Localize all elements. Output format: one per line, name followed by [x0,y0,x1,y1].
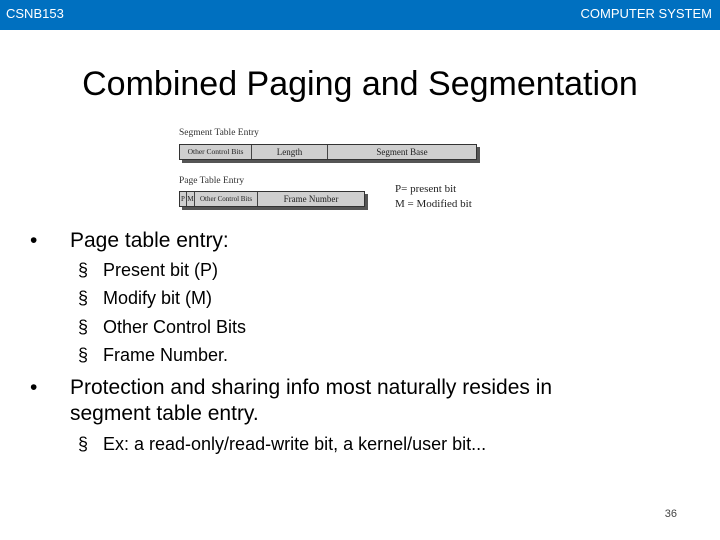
bullet-dot: • [30,376,38,399]
page-field-m: M [187,192,195,206]
segment-field-control-bits: Other Control Bits [180,145,252,159]
sub-bullet-text: Ex: a read-only/read-write bit, a kernel/user bit... [103,434,487,454]
sub-bullet-marker: § [78,317,89,337]
segment-entry-label: Segment Table Entry [179,128,259,138]
sub-bullet-marker: § [78,260,89,280]
header-bar [0,0,720,30]
slide-title: Combined Paging and Segmentation [82,65,638,103]
page-entry-diagram [179,191,365,207]
sub-bullet-marker: § [78,345,89,365]
sub-bullet-marker: § [78,288,89,308]
entry-format-figure [176,125,486,220]
page-field-frame-number: Frame Number [283,194,339,204]
sub-bullet-text: Modify bit (M) [103,288,213,308]
legend-modified-bit: M = Modified bit [395,198,472,210]
bullet-text: Page table entry: [70,229,229,252]
page-field-control-bits: Other Control Bits [195,192,258,206]
page-number: 36 [664,508,677,520]
sub-bullet-text: Frame Number. [103,345,229,365]
sub-bullet-marker: § [78,434,89,454]
course-subject: COMPUTER SYSTEM [580,6,712,21]
page-entry-label: Page Table Entry [179,176,245,186]
segment-field-length: Length [252,145,328,159]
legend-present-bit: P= present bit [395,183,457,195]
bullet-text-line2: segment table entry. [70,402,259,425]
bullet-text-line1: Protection and sharing info most naturally resides in [70,376,553,399]
page-field-p: P [180,192,187,206]
sub-bullet-text: Present bit (P) [103,260,219,280]
bullet-dot: • [30,229,38,252]
course-code: CSNB153 [6,6,64,21]
segment-field-base: Segment Base [376,147,428,157]
segment-entry-diagram [179,144,477,160]
sub-bullet-text: Other Control Bits [103,317,247,337]
